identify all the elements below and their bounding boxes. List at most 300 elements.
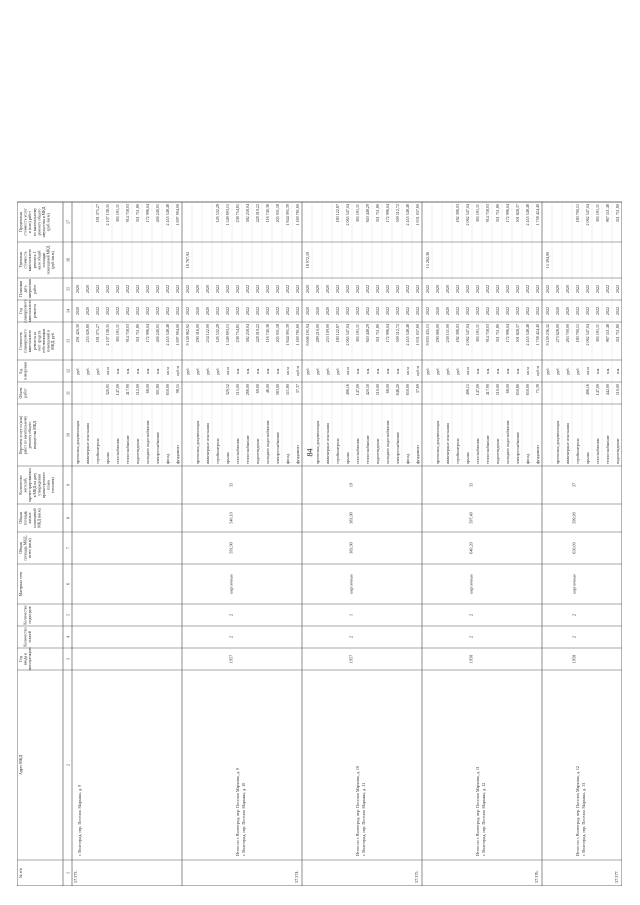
- header-cell-text: Удельная: [19, 252, 23, 268]
- work-cell-text: 305 191,11: [115, 204, 121, 223]
- header-cell-text: ремонта 1: [32, 251, 37, 269]
- work-cell-text: 305 191,11: [115, 324, 121, 343]
- column-number: 9: [65, 484, 71, 486]
- building-entrances: 1: [348, 613, 354, 617]
- work-cell-text: электроснабжение: [395, 431, 401, 464]
- header-cell-text: всего (кв.м): [28, 538, 33, 558]
- work-cell-text: инженерные изыскания: [445, 422, 451, 464]
- work-cell-text: 2022: [95, 306, 101, 316]
- header-cell-text: капитального: [28, 248, 33, 272]
- work-cell-text: 2022: [585, 306, 591, 316]
- work-cell-text: водоотведение: [255, 438, 261, 464]
- work-cell-text: фасад: [285, 453, 291, 464]
- work-cell-text: 2022: [285, 306, 291, 316]
- work-cell-text: 2022: [375, 284, 381, 294]
- building-residents: 19: [348, 482, 354, 488]
- header-cell-text: работ: [23, 388, 28, 398]
- work-cell-text: теплоснабжение: [245, 435, 251, 464]
- work-cell-text: руб.: [95, 367, 101, 375]
- header-cell-text: (руб./кв.м): [51, 251, 56, 269]
- work-cell-text: куб.м: [535, 366, 541, 376]
- work-cell-text: п.м.: [395, 367, 401, 375]
- work-cell-text: руб.: [325, 367, 331, 375]
- work-cell-text: 2022: [405, 306, 411, 316]
- header-cell-text: МКД (кв.м): [37, 508, 42, 528]
- work-cell-text: 305 191,11: [475, 324, 481, 343]
- work-cell-text: 2022: [145, 306, 151, 316]
- work-cell-text: 650,80: [515, 384, 521, 396]
- work-cell-text: 46,00: [265, 384, 271, 394]
- row-number: 57.375.: [414, 870, 419, 883]
- header-cell-text: Адрес МКД: [19, 755, 23, 775]
- work-cell-text: 205 931,58: [275, 204, 281, 223]
- work-cell-text: 255 026,80: [85, 324, 91, 343]
- work-cell-text: 1 697 994,00: [175, 324, 181, 346]
- work-cell-text: 2020: [325, 284, 331, 294]
- work-cell-text: 126 532,28: [215, 204, 221, 223]
- work-cell-text: 2022: [545, 306, 551, 316]
- work-cell-text: электроснабжение: [155, 431, 161, 464]
- work-cell-text: 2020: [315, 306, 321, 316]
- work-cell-text: 648,20: [395, 384, 401, 396]
- work-cell-text: 205 931,58: [275, 324, 281, 343]
- work-cell-text: п.м.: [245, 367, 251, 375]
- work-cell-text: 2020: [75, 306, 81, 316]
- work-cell-text: 15 394,90: [545, 251, 551, 269]
- work-cell-text: 2022: [165, 284, 171, 294]
- work-cell-text: проектная документация: [75, 420, 81, 464]
- work-cell-text: 2020: [325, 306, 331, 316]
- work-cell-text: руб.: [335, 367, 341, 375]
- work-cell-text: инженерные изыскания: [85, 422, 91, 464]
- work-cell-text: 68,00: [145, 384, 151, 394]
- header-cell-text: помещений: [32, 508, 37, 528]
- header-cell-text: кв.м общей: [37, 250, 42, 270]
- work-cell-text: 1 758 424,40: [535, 324, 541, 346]
- header-cell-text: Количество: [23, 627, 28, 647]
- work-cell-text: 2022: [135, 306, 141, 316]
- header-cell-text: по капитальному: [32, 207, 37, 237]
- header-cell-text: дата: [23, 285, 28, 293]
- header-cell-text: краткосрочного: [42, 472, 46, 498]
- work-cell-text: стройконтроль: [575, 438, 581, 464]
- work-cell-text: 583,00: [275, 384, 281, 396]
- work-cell-text: 2022: [415, 306, 421, 316]
- work-cell-text: 2 455 548,48: [525, 324, 531, 346]
- work-cell-text: 914 758,03: [125, 324, 131, 343]
- work-cell-text: 2022: [505, 306, 511, 316]
- work-cell-text: п.м.: [135, 367, 141, 375]
- work-cell-text: 2022: [385, 284, 391, 294]
- work-cell-text: 69,00: [255, 384, 261, 394]
- work-cell-text: 2022: [455, 284, 461, 294]
- work-cell-text: 2022: [475, 306, 481, 316]
- header-cell-text: Количество: [19, 475, 23, 495]
- work-cell-text: кв.м: [525, 367, 531, 375]
- address-text: г. Волгоград, пер. Поселок Маркина, д. 10: [241, 782, 246, 856]
- work-cell-text: 2022: [345, 284, 351, 294]
- work-cell-text: 2020: [195, 306, 201, 316]
- header-cell-text: счет средств: [37, 330, 42, 352]
- work-cell-text: 9 833 435,15: [425, 324, 431, 346]
- work-cell-text: 273 628,00: [555, 324, 561, 343]
- work-cell-text: п.м.: [375, 367, 381, 375]
- work-cell-text: руб.: [565, 367, 571, 375]
- work-cell-text: 2022: [295, 306, 301, 316]
- header-cell-text: имущества МКД: [32, 421, 37, 449]
- work-cell-text: руб.: [195, 367, 201, 375]
- work-cell-text: газоснабжение: [235, 438, 241, 464]
- work-cell-text: 2022: [155, 306, 161, 316]
- work-cell-text: 181 075,27: [95, 204, 101, 223]
- work-cell-text: 420,50: [365, 384, 371, 396]
- work-cell-text: крыша: [225, 452, 231, 464]
- work-cell-text: 2 065 547,04: [345, 324, 351, 346]
- work-cell-text: 2 455 548,48: [165, 324, 171, 346]
- work-cell-text: 1 844 095,39: [285, 324, 291, 346]
- work-cell-text: 442,00: [605, 384, 611, 396]
- work-cell-text: 2 062 547,04: [465, 204, 471, 226]
- work-cell-text: 2022: [275, 306, 281, 316]
- building-residents: 37: [571, 482, 577, 488]
- work-cell-text: кв.м: [165, 367, 171, 375]
- header-cell-text: подъездов: [28, 606, 33, 624]
- work-cell-text: теплоснабжение: [605, 435, 611, 464]
- work-cell-text: 2022: [175, 284, 181, 294]
- header-cell-text: Объем: [19, 387, 23, 399]
- work-cell-text: 1 697 994,00: [175, 204, 181, 226]
- header-cell-text: планируемого: [23, 299, 28, 323]
- work-cell-text: 290 316,00: [195, 324, 201, 343]
- work-cell-text: 2022: [235, 306, 241, 316]
- work-cell-text: 2 455 548,48: [165, 204, 171, 226]
- header-cell-text: Стоимость: [19, 332, 23, 350]
- work-cell-text: 1 549 693,15: [225, 324, 231, 346]
- work-cell-text: 2020: [315, 284, 321, 294]
- work-cell-text: проектная документация: [195, 420, 201, 464]
- work-cell-text: крыша: [345, 452, 351, 464]
- building-year: 1958: [468, 654, 474, 664]
- work-cell-text: холодное водоснабжение: [145, 420, 151, 464]
- work-cell-text: 2022: [265, 306, 271, 316]
- work-cell-text: 351 711,80: [135, 204, 141, 223]
- work-cell-text: стройконтроль: [335, 438, 341, 464]
- work-cell-text: п.м.: [615, 367, 621, 375]
- work-cell-text: 2022: [255, 306, 261, 316]
- work-cell-text: 2022: [125, 306, 131, 316]
- work-cell-text: 511,80: [285, 384, 291, 396]
- building-year: 1957: [348, 654, 354, 664]
- address-text: Итого по г. Волгоград, пер. Поселок Маркина, д. 9: [235, 768, 240, 856]
- building-entrances: 2: [571, 613, 577, 617]
- work-cell-text: 2020: [85, 306, 91, 316]
- work-cell-text: 2020: [565, 284, 571, 294]
- work-cell-text: 2022: [495, 284, 501, 294]
- header-cell-text: жилых: [28, 512, 33, 524]
- work-cell-text: п.м.: [515, 367, 521, 375]
- column-number: 2: [65, 764, 71, 766]
- header-cell-text: Предельная: [19, 212, 23, 232]
- work-cell-text: 2022: [155, 284, 161, 294]
- work-cell-text: холодное водоснабжение: [505, 420, 511, 464]
- work-cell-text: 305 191,11: [595, 204, 601, 223]
- header-cell-text: ввода в: [23, 653, 28, 665]
- work-cell-text: 2022: [485, 284, 491, 294]
- work-cell-text: 2022: [225, 306, 231, 316]
- work-cell-text: 147,00: [475, 384, 481, 396]
- header-cell-text: (руб./кв.м): [46, 213, 51, 231]
- work-cell-text: 456 240,05: [155, 204, 161, 223]
- work-cell-text: 2022: [115, 306, 121, 316]
- header-cell-text: МКД, руб.: [51, 332, 56, 350]
- work-cell-text: 2022: [405, 284, 411, 294]
- work-cell-text: 2020: [305, 306, 311, 316]
- header-cell-text: планируемого: [23, 329, 28, 353]
- work-cell-text: 182 396,03: [455, 204, 461, 223]
- work-cell-text: 2020: [435, 306, 441, 316]
- work-cell-text: 75,39: [535, 384, 541, 394]
- header-cell-text: помещений МКД: [46, 245, 51, 275]
- work-cell-text: кв.м: [585, 367, 591, 375]
- work-cell-text: 2 065 547,04: [345, 204, 351, 226]
- building-material: кирпичные: [228, 574, 234, 594]
- work-cell-text: 2022: [335, 306, 341, 316]
- work-cell-text: 2022: [605, 284, 611, 294]
- row-number: 57.377.: [614, 870, 619, 883]
- work-cell-text: руб.: [205, 367, 211, 375]
- work-cell-text: 2022: [465, 284, 471, 294]
- work-cell-text: фасад: [405, 453, 411, 464]
- work-cell-text: 2022: [615, 306, 621, 316]
- work-cell-text: инженерные изыскания: [565, 422, 571, 464]
- work-cell-text: 2022: [545, 284, 551, 294]
- work-cell-text: 496,16: [345, 384, 351, 396]
- work-cell-text: теплоснабжение: [125, 435, 131, 464]
- work-cell-text: 2022: [105, 284, 111, 294]
- work-cell-text: 253 109,00: [325, 324, 331, 343]
- header-cell-text: зарегистрированных: [28, 467, 33, 503]
- header-cell-text: имущества в МКД: [42, 206, 46, 238]
- work-cell-text: 2022: [535, 306, 541, 316]
- work-cell-text: 2 455 548,48: [405, 324, 411, 346]
- work-cell-text: 2022: [585, 284, 591, 294]
- work-cell-text: 2022: [515, 306, 521, 316]
- work-cell-text: 172 996,04: [145, 324, 151, 343]
- work-cell-text: водоотведение: [495, 438, 501, 464]
- header-cell-text: завершения: [28, 279, 33, 299]
- header-cell-text: работ: [32, 284, 37, 294]
- row-number: 57.376.: [534, 870, 539, 883]
- header-cell-text: Материал стен: [19, 571, 23, 597]
- work-cell-text: 1 844 095,39: [285, 204, 291, 226]
- work-cell-text: руб.: [555, 367, 561, 375]
- work-cell-text: газоснабжение: [595, 438, 601, 464]
- work-cell-text: п.м.: [605, 367, 611, 375]
- work-cell-text: 258 151,00: [445, 324, 451, 343]
- work-cell-text: руб.: [575, 367, 581, 375]
- header-cell-text: стоимость: [23, 251, 28, 269]
- work-cell-text: проектная документация: [555, 420, 561, 464]
- work-cell-text: 2022: [575, 306, 581, 316]
- work-cell-text: газоснабжение: [115, 438, 121, 464]
- work-cell-text: инженерные изыскания: [205, 422, 211, 464]
- column-number: 7: [65, 547, 71, 549]
- work-cell-text: крыша: [585, 452, 591, 464]
- column-number: 17: [65, 220, 71, 224]
- work-cell-text: фундамент: [535, 444, 541, 464]
- work-cell-text: 98,55: [175, 384, 181, 394]
- building-residents: 35: [468, 482, 474, 488]
- column-number: 3: [65, 658, 71, 660]
- work-cell-text: п.м.: [125, 367, 131, 375]
- address-text: г. Волгоград, пер. Поселок Маркина, д. 9: [76, 784, 82, 856]
- header-cell-text: ремонту общего: [28, 421, 33, 449]
- work-cell-text: 172 996,04: [385, 324, 391, 343]
- column-number: 4: [65, 636, 71, 638]
- rotated-table-sheet: [17, 20, 622, 886]
- building-area_total: 640,20: [468, 542, 474, 554]
- work-cell-text: 920 448,29: [365, 324, 371, 343]
- work-cell-text: 2022: [235, 284, 241, 294]
- work-cell-text: 509 512,72: [395, 204, 401, 223]
- work-cell-text: 2020: [445, 306, 451, 316]
- work-cell-text: 116 740,38: [265, 324, 271, 343]
- work-cell-text: газоснабжение: [475, 438, 481, 464]
- header-cell-text: в МКД на дату: [32, 472, 37, 498]
- work-cell-text: 68,00: [385, 384, 391, 394]
- column-number: 16: [65, 258, 71, 262]
- work-cell-text: 1 549 693,15: [225, 204, 231, 226]
- work-cell-text: 2022: [125, 284, 131, 294]
- work-cell-text: 2020: [205, 306, 211, 316]
- work-cell-text: руб.: [425, 367, 431, 375]
- work-cell-text: 182 396,03: [455, 324, 461, 343]
- work-cell-text: 110,00: [375, 384, 381, 396]
- work-cell-text: 2022: [535, 284, 541, 294]
- work-cell-text: 2022: [425, 284, 431, 294]
- work-cell-text: руб.: [445, 367, 451, 375]
- building-floors: 2: [348, 635, 354, 639]
- address-text: г. Волгоград, пер. Поселок Маркина, д. 11: [361, 782, 366, 856]
- header-cell-text: капитального: [28, 329, 33, 353]
- building-entrances: 2: [228, 613, 234, 617]
- work-cell-text: 351 711,80: [495, 324, 501, 343]
- work-cell-text: кв.м: [225, 367, 231, 375]
- work-cell-text: п.м.: [275, 367, 281, 375]
- work-cell-text: 351 711,80: [615, 324, 621, 343]
- work-cell-text: 238 754,85: [235, 204, 241, 223]
- header-cell-text: помещений в: [46, 330, 51, 352]
- work-cell-text: п.м.: [235, 367, 241, 375]
- work-cell-text: 2020: [85, 284, 91, 294]
- work-cell-text: 650,00: [525, 384, 531, 396]
- work-cell-text: 291 420,30: [75, 324, 81, 343]
- header-cell-text: ремонта: [32, 304, 37, 318]
- work-cell-text: холодное водоснабжение: [385, 420, 391, 464]
- work-cell-text: 2020: [565, 306, 571, 316]
- column-number: 11: [65, 391, 71, 395]
- work-cell-text: 650,00: [165, 384, 171, 396]
- work-cell-text: фундамент: [295, 444, 301, 464]
- work-cell-text: 2022: [595, 306, 601, 316]
- header-cell-text: № п/п: [19, 868, 23, 878]
- work-cell-text: 351 711,80: [615, 204, 621, 223]
- header-cell-text: измерения: [23, 362, 28, 380]
- column-number: 6: [65, 583, 71, 585]
- building-year: 1957: [228, 654, 234, 664]
- work-cell-text: 914 758,03: [485, 324, 491, 343]
- work-cell-text: 920 448,29: [365, 204, 371, 223]
- work-cell-text: куб.м: [295, 366, 301, 376]
- work-cell-text: 1 758 424,40: [535, 204, 541, 226]
- work-cell-text: 2022: [505, 284, 511, 294]
- header-cell-text: площади: [42, 252, 46, 268]
- work-cell-text: 2022: [95, 284, 101, 294]
- work-cell-text: 180 122,87: [335, 324, 341, 343]
- work-cell-text: 9 259 236,32: [545, 324, 551, 346]
- work-cell-text: 2022: [255, 284, 261, 294]
- work-cell-text: 2022: [175, 306, 181, 316]
- building-area_living: 597,40: [468, 512, 474, 524]
- work-cell-text: 228 019,22: [255, 324, 261, 343]
- work-cell-text: стройконтроль: [455, 438, 461, 464]
- building-area_total: 593,90: [228, 542, 234, 554]
- header-cell-text: стоимость услуг: [23, 208, 28, 236]
- work-cell-text: крыша: [105, 452, 111, 464]
- header-cell-text: и (или) работ: [28, 211, 33, 233]
- work-cell-text: п.м.: [255, 367, 261, 375]
- work-cell-text: 172 996,04: [505, 324, 511, 343]
- work-cell-text: 2022: [295, 284, 301, 294]
- column-number: 13: [65, 339, 71, 343]
- address-text: г. Волгоград, пер. Поселок Маркина, д. 13: [581, 782, 586, 856]
- building-floors: 2: [571, 635, 577, 639]
- work-cell-text: 2022: [355, 306, 361, 316]
- work-cell-text: 18 972,59: [305, 251, 311, 269]
- work-cell-text: 2022: [335, 284, 341, 294]
- header-cell-text: этажей: [28, 631, 33, 643]
- table-frame: [17, 202, 622, 886]
- header-cell-text: Год: [19, 656, 23, 662]
- header-cell-text: собственников: [42, 328, 46, 354]
- work-cell-text: 417,90: [485, 384, 491, 396]
- work-cell-text: 2022: [355, 284, 361, 294]
- header-cell-text: Общая: [19, 512, 23, 524]
- work-cell-text: 2022: [525, 306, 531, 316]
- work-cell-text: 2022: [275, 284, 281, 294]
- work-cell-text: 305 191,11: [475, 204, 481, 223]
- work-cell-text: 351 711,80: [135, 324, 141, 343]
- work-cell-text: 115,00: [235, 384, 241, 396]
- work-cell-text: 290 066,00: [435, 324, 441, 343]
- work-cell-text: 172 996,04: [145, 204, 151, 223]
- work-cell-text: стройконтроль: [95, 438, 101, 464]
- work-cell-text: 2022: [185, 284, 191, 294]
- header-cell-text: плана: [46, 480, 51, 490]
- work-cell-text: 2020: [555, 306, 561, 316]
- work-cell-text: 456 240,05: [155, 324, 161, 343]
- work-cell-text: 2022: [265, 284, 271, 294]
- work-cell-text: 147,00: [355, 384, 361, 396]
- work-cell-text: 2 455 548,48: [405, 204, 411, 226]
- header-cell-text: ремонта за: [32, 332, 37, 350]
- work-cell-text: 2020: [555, 284, 561, 294]
- work-cell-text: куб.м: [415, 366, 421, 376]
- header-cell-text: утверждения: [37, 474, 42, 496]
- work-cell-text: водоотведение: [375, 438, 381, 464]
- building-residents: 35: [228, 482, 234, 488]
- work-cell-text: 2020: [75, 284, 81, 294]
